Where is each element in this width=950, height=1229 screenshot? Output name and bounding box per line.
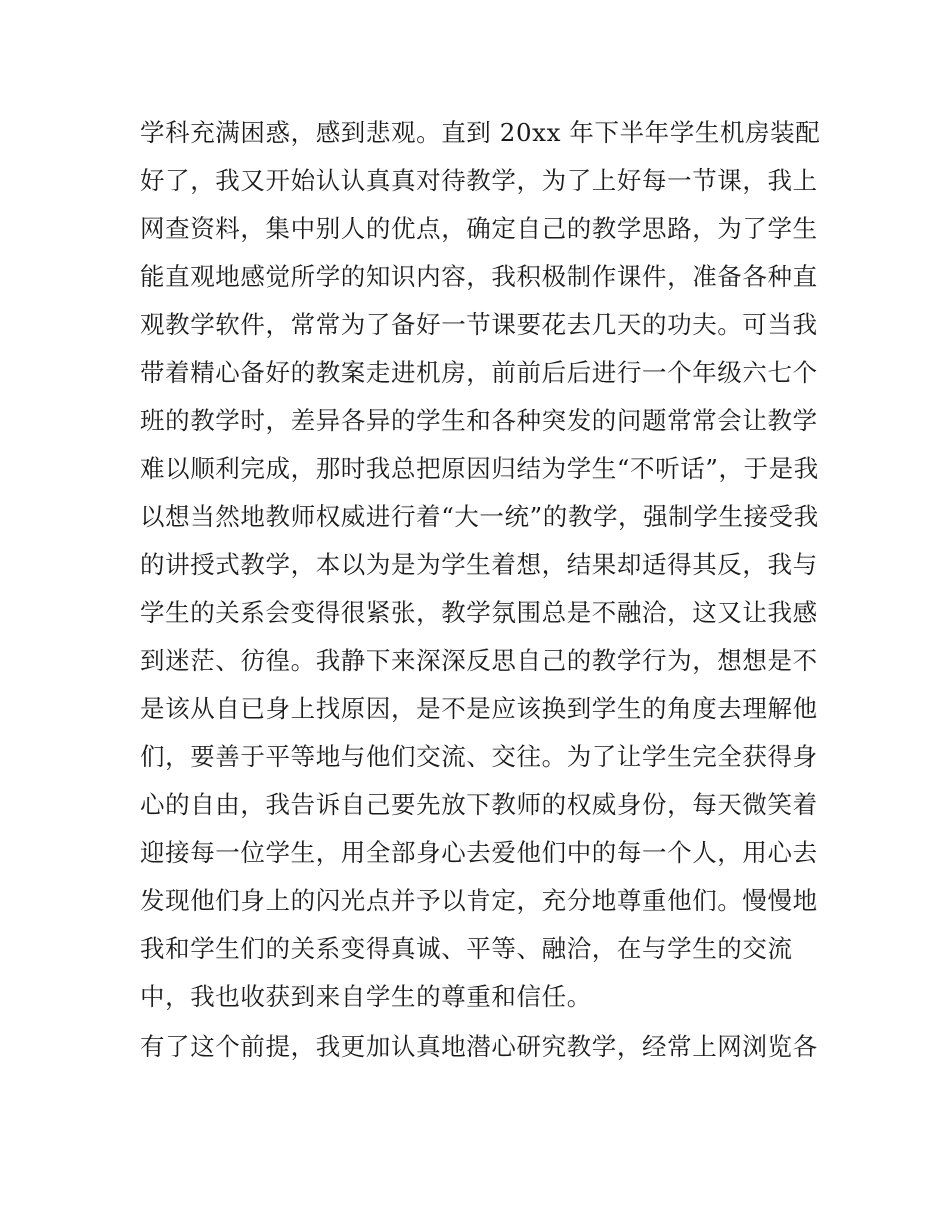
text-line: 发现他们身上的闪光点并予以肯定，充分地尊重他们。慢慢地 (140, 886, 818, 915)
text-line: 能直观地感觉所学的知识内容，我积极制作课件，准备各种直 (140, 262, 818, 291)
paragraph-end-line: 中，我也收获到来自学生的尊重和信任。 (140, 982, 592, 1011)
text-line: 学科充满困惑，感到悲观。直到 20xx 年下半年学生机房装配 (140, 118, 821, 147)
text-line: 到迷茫、彷徨。我静下来深深反思自己的教学行为，想想是不 (140, 646, 818, 675)
paragraph-start-line: 有了这个前提，我更加认真地潜心研究教学，经常上网浏览各 (140, 1032, 818, 1061)
text-line: 以想当然地教师权威进行着“大一统”的教学，强制学生接受我 (140, 502, 819, 531)
text-line: 迎接每一位学生，用全部身心去爱他们中的每一个人，用心去 (140, 838, 818, 867)
text-line: 带着精心备好的教案走进机房，前前后后进行一个年级六七个 (140, 358, 818, 387)
text-line: 学生的关系会变得很紧张，教学氛围总是不融洽，这又让我感 (140, 598, 818, 627)
text-line: 班的教学时，差异各异的学生和各种突发的问题常常会让教学 (140, 406, 818, 435)
text-line: 心的自由，我告诉自己要先放下教师的权威身份，每天微笑着 (140, 790, 818, 819)
text-line: 观教学软件，常常为了备好一节课要花去几天的功夫。可当我 (140, 310, 818, 339)
text-line: 是该从自已身上找原因，是不是应该换到学生的角度去理解他 (140, 694, 818, 723)
text-line: 好了，我又开始认认真真对待教学，为了上好每一节课，我上 (140, 166, 818, 195)
text-line: 网查资料，集中别人的优点，确定自己的教学思路，为了学生 (140, 214, 818, 243)
text-line: 难以顺利完成，那时我总把原因归结为学生“不听话”，于是我 (140, 454, 819, 483)
body-text (140, 109, 820, 1071)
text-line: 的讲授式教学，本以为是为学生着想，结果却适得其反，我与 (140, 550, 818, 579)
text-line: 我和学生们的关系变得真诚、平等、融洽，在与学生的交流 (140, 934, 793, 963)
text-line: 们，要善于平等地与他们交流、交往。为了让学生完全获得身 (140, 742, 818, 771)
